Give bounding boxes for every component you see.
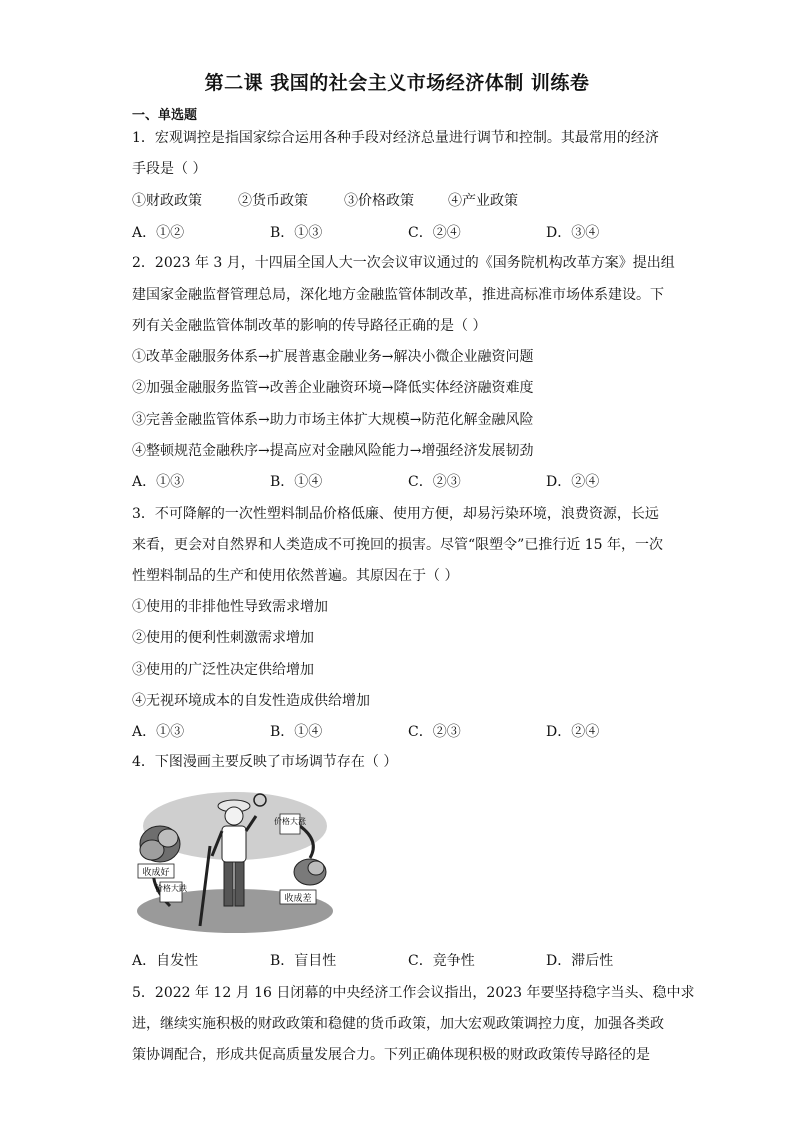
question-3-line: 性塑料制品的生产和使用依然普遍。其原因在于（ ） bbox=[132, 568, 459, 584]
question-3-line: 来看，更会对自然界和人类造成不可挽回的损害。尽管“限塑令”已推行近 15 年，一次 bbox=[132, 537, 664, 553]
label-price-drop: 价格大跌 bbox=[155, 884, 187, 893]
choice-d[interactable]: D．②④ bbox=[546, 474, 600, 490]
section-heading: 一、单选题 bbox=[132, 108, 198, 123]
page-title: 第二课 我国的社会主义市场经济体制 训练卷 bbox=[204, 72, 590, 94]
question-1-line: 手段是（ ） bbox=[132, 161, 207, 177]
question-3-line: 3．不可降解的一次性塑料制品价格低廉、使用方便，却易污染环境，浪费资源，长远 bbox=[132, 506, 659, 522]
choice-b[interactable]: B．①③ bbox=[270, 225, 323, 241]
question-2-choices bbox=[132, 473, 692, 491]
question-2-line: 2．2023 年 3 月，十四届全国人大一次会议审议通过的《国务院机构改革方案》提出组 bbox=[132, 255, 675, 271]
label-price-rise: 价格大涨 bbox=[274, 817, 306, 826]
question-1-choices bbox=[132, 224, 692, 242]
cabbage-left-icon bbox=[140, 826, 180, 862]
label-bad-harvest: 收成差 bbox=[284, 894, 312, 904]
question-3-item: ③使用的广泛性决定供给增加 bbox=[132, 662, 314, 678]
choice-c[interactable]: C．②③ bbox=[408, 474, 461, 490]
choice-d[interactable]: D．②④ bbox=[546, 724, 600, 740]
choice-a[interactable]: A．自发性 bbox=[132, 953, 199, 969]
question-2-item: ①改革金融服务体系→扩展普惠金融业务→解决小微企业融资问题 bbox=[132, 349, 534, 365]
question-5-line: 策协调配合，形成共促高质量发展合力。下列正确体现积极的财政政策传导路径的是 bbox=[132, 1047, 650, 1063]
market-cartoon-image bbox=[130, 786, 340, 936]
question-2-item: ②加强金融服务监管→改善企业融资环境→降低实体经济融资难度 bbox=[132, 380, 534, 396]
question-1-line: 1．宏观调控是指国家综合运用各种手段对经济总量进行调节和控制。其最常用的经济 bbox=[132, 130, 659, 146]
choice-c[interactable]: C．②④ bbox=[408, 225, 461, 241]
choice-a[interactable]: A．①② bbox=[132, 225, 185, 241]
question-2-item: ④整顿规范金融秩序→提高应对金融风险能力→增强经济发展韧劲 bbox=[132, 443, 534, 459]
question-1-item: ④产业政策 bbox=[448, 193, 518, 209]
question-2-item: ③完善金融监管体系→助力市场主体扩大规模→防范化解金融风险 bbox=[132, 412, 534, 428]
question-1-item: ②货币政策 bbox=[238, 193, 308, 209]
choice-b[interactable]: B．①④ bbox=[270, 474, 323, 490]
label-good-harvest: 收成好 bbox=[142, 868, 170, 878]
choice-a[interactable]: A．①③ bbox=[132, 474, 185, 490]
question-3-item: ④无视环境成本的自发性造成供给增加 bbox=[132, 693, 370, 709]
choice-d[interactable]: D．③④ bbox=[546, 225, 600, 241]
question-3-item: ②使用的便利性刺激需求增加 bbox=[132, 630, 314, 646]
choice-d[interactable]: D．滞后性 bbox=[546, 953, 614, 969]
question-2-line: 建国家金融监督管理总局，深化地方金融监管体制改革，推进高标准市场体系建设。下 bbox=[132, 287, 664, 303]
question-4-line: 4．下图漫画主要反映了市场调节存在（ ） bbox=[132, 754, 398, 770]
choice-c[interactable]: C．②③ bbox=[408, 724, 461, 740]
choice-b[interactable]: B．①④ bbox=[270, 724, 323, 740]
choice-b[interactable]: B．盲目性 bbox=[270, 953, 337, 969]
choice-c[interactable]: C．竞争性 bbox=[408, 953, 475, 969]
question-4-choices bbox=[132, 952, 692, 970]
question-1-item: ③价格政策 bbox=[344, 193, 414, 209]
question-5-line: 进，继续实施积极的财政政策和稳健的货币政策，加大宏观政策调控力度，加强各类政 bbox=[132, 1016, 664, 1032]
question-1-item: ①财政政策 bbox=[132, 193, 202, 209]
question-3-choices bbox=[132, 723, 692, 741]
question-2-line: 列有关金融监管体制改革的影响的传导路径正确的是（ ） bbox=[132, 318, 487, 334]
question-3-item: ①使用的非排他性导致需求增加 bbox=[132, 599, 328, 615]
question-5-line: 5．2022 年 12 月 16 日闭幕的中央经济工作会议指出，2023 年要坚持稳字当头、稳中求 bbox=[132, 985, 695, 1001]
choice-a[interactable]: A．①③ bbox=[132, 724, 185, 740]
cabbage-right-icon bbox=[294, 859, 326, 885]
question-1-items bbox=[132, 192, 692, 210]
